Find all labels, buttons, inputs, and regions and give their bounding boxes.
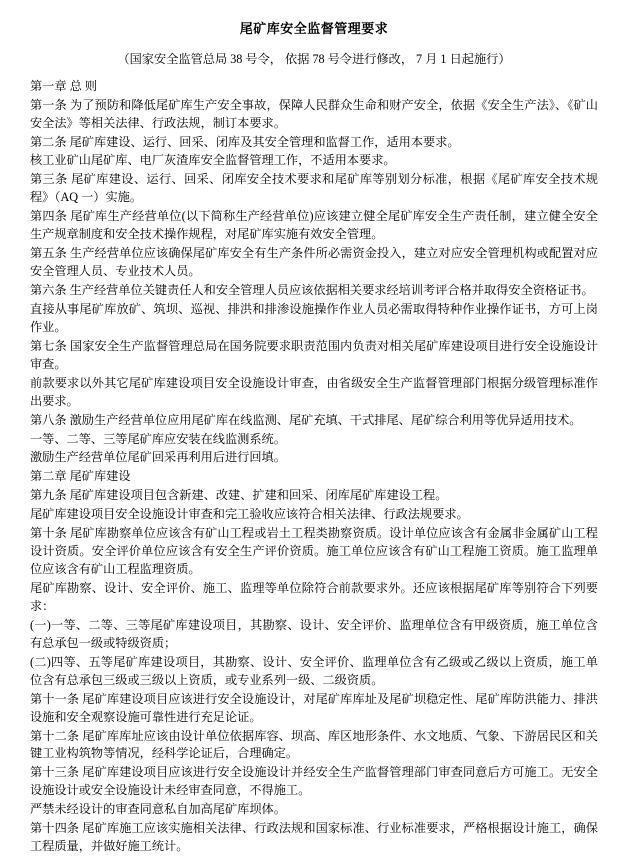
article-paragraph: 前款要求以外其它尾矿库建设项目安全设施设计审查，由省级安全生产监督管理部门根据分级管理标准作出要求。 (30, 375, 598, 408)
article-paragraph: 第十三条 尾矿库建设项目应该进行安全设施设计并经安全生产监督管理部门审查同意后方可施工。无安全设施设计或安全设施设计未经审查同意，不得施工。 (30, 765, 598, 798)
article-paragraph: 第一条 为了预防和降低尾矿库生产安全事故，保障人民群众生命和财产安全，依据《安全生产法》、《矿山安全法》等相关法律、行政法规，制订本要求。 (30, 97, 598, 130)
article-paragraph: 第二条 尾矿库建设、运行、回采、闭库及其安全管理和监督工作，适用本要求。 (30, 134, 460, 149)
article-paragraph: 第九条 尾矿库建设项目包含新建、改建、扩建和回采、闭库尾矿库建设工程。 (30, 488, 448, 503)
chapter-heading: 第一章 总 则 (30, 78, 98, 93)
article-paragraph: 第三条 尾矿库建设、运行、回采、闭库安全技术要求和尾矿库等别划分标准，根据《尾矿库安全技术规程》（AQ 一）实施。 (30, 172, 598, 205)
article-paragraph: 尾矿库建设项目安全设施设计审查和完工验收应该符合相关法律、行政法规要求。 (30, 507, 469, 522)
article-paragraph: 第七条 国家安全生产监督管理总局在国务院要求职责范围内负责对相关尾矿库建设项目进行安全设施设计审查。 (30, 338, 598, 371)
article-paragraph: 激励生产经营单位尾矿回采再利用后进行回填。 (30, 450, 286, 465)
article-paragraph: 第五条 生产经营单位应该确保尾矿库安全有生产条件所必需资金投入，建立对应安全管理机构或配置对应安全管理人员、专业技术人员。 (30, 246, 598, 279)
article-paragraph: 第十一条 尾矿库建设项目应该进行安全设施设计，对尾矿库库址及尾矿坝稳定性、尾矿库防洪能力、排洪设施和安全观察设施可靠性进行充足论证。 (30, 691, 598, 724)
article-paragraph: 核工业矿山尾矿库、电厂灰渣库安全监督管理工作，不适用本要求。 (30, 153, 396, 168)
article-paragraph: 第六条 生产经营单位关键责任人和安全管理人员应该依据相关要求经培训考评合格并取得安全资格证书。 (30, 283, 594, 297)
article-paragraph: 直接从事尾矿库放矿、筑坝、巡视、排洪和排渗设施操作作业人员必需取得特种作业操作证书，方可上岗作业。 (30, 301, 598, 334)
article-paragraph: 一等、二等、三等尾矿库应安装在线监测系统。 (30, 431, 286, 446)
chapter-heading: 第二章 尾矿库建设 (30, 469, 131, 484)
article-paragraph: 第八条 激励生产经营单位应用尾矿库在线监测、尾矿充填、干式排尾、尾矿综合利用等优异适用技术。 (30, 412, 582, 427)
document-subtitle: （国家安全监管总局 38 号令， 依据 78 号令进行修改， 7 月 1 日起施行） (117, 52, 511, 66)
article-paragraph: 第十条 尾矿库勘察单位应该含有矿山工程或岩土工程类勘察资质。设计单位应该含有金属非金属矿山工程设计资质。安全评价单位应该含有安全生产评价资质。施工单位应该含有矿山工程施工资质。施工监理单位应该含有矿山工程监理资质。 (30, 526, 598, 577)
article-paragraph: 尾矿库勘察、设计、安全评价、施工、监理等单位除符合前款要求外。还应该根据尾矿库等别符合下列要求： (30, 581, 598, 613)
page-title: 尾矿库安全监督管理要求 (239, 21, 389, 36)
article-paragraph: 第十二条 尾矿库库址应该由设计单位依据库容、坝高、库区地形条件、水文地质、气象、下游居民区和关键工业构筑物等情况，经科学论证后，合理确定。 (30, 728, 598, 761)
article-paragraph: 严禁未经设计的审查同意私自加高尾矿库坝体。 (30, 802, 286, 817)
article-paragraph: (一)一等、二等、三等尾矿库建设项目，其勘察、设计、安全评价、监理单位含有甲级资质，施工单位含有总承包一级或特级资质； (30, 617, 598, 650)
document-body (30, 78, 598, 856)
article-paragraph: (二)四等、五等尾矿库建设项目，其勘察、设计、安全评价、监理单位含有乙级或乙级以上资质，施工单位含有总承包三级或三级以上资质，或专业系列一级、二级资质。 (30, 654, 598, 687)
article-paragraph: 第四条 尾矿库生产经营单位(以下简称生产经营单位)应该建立健全尾矿库安全生产责任制，建立健全安全生产规章制度和安全技术操作规程，对尾矿库实施有效安全管理。 (30, 209, 598, 242)
article-paragraph: 第十四条 尾矿库施工应该实施相关法律、行政法规和国家标准、行业标准要求，严格根据设计施工，确保工程质量，并做好施工统计。 (30, 821, 598, 854)
